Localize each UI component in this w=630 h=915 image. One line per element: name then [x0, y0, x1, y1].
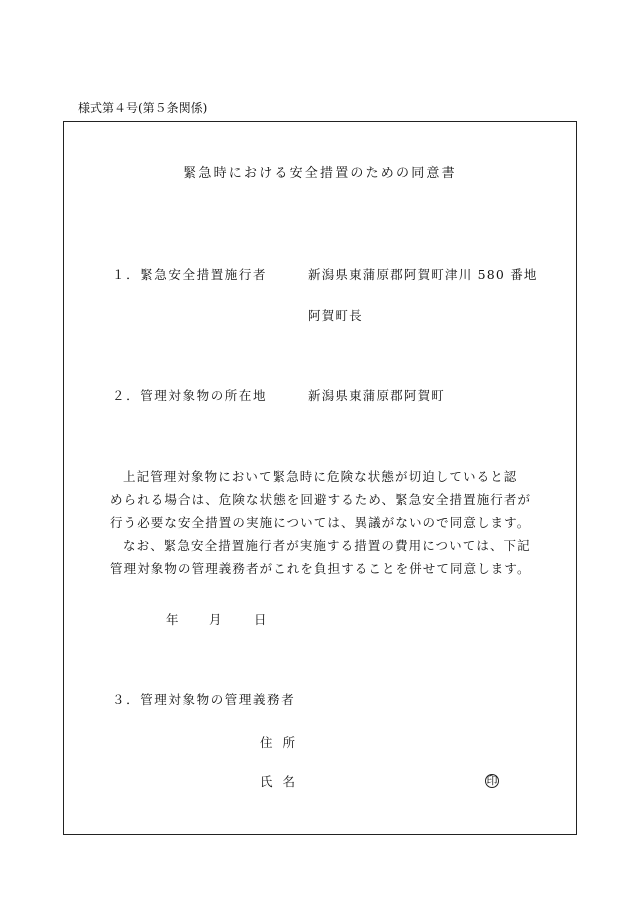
section1-label: １．緊急安全措置施行者 [112, 267, 268, 282]
section2-location: 新潟県東蒲原郡阿賀町 [308, 388, 446, 403]
name-label: 氏名 [260, 774, 306, 789]
section1-address: 新潟県東蒲原郡阿賀町津川 580 番地 [308, 267, 538, 282]
section2-label: ２．管理対象物の所在地 [112, 388, 268, 403]
document-title: 緊急時における安全措置のための同意書 [183, 166, 457, 181]
address-label: 住所 [260, 735, 306, 750]
body-line: 行う必要な安全措置の実施については、異議がないので同意します。 [110, 515, 531, 530]
consent-form-frame [63, 121, 577, 835]
body-line: 管理対象物の管理義務者がこれを負担することを併せて同意します。 [110, 561, 531, 576]
date-year-label: 年 [166, 612, 179, 627]
seal-mark-icon: 印 [486, 774, 498, 787]
body-line: められる場合は、危険な状態を回避するため、緊急安全措置施行者が [110, 492, 532, 507]
form-number: 様式第４号(第５条関係) [78, 101, 208, 115]
section1-name: 阿賀町長 [308, 308, 363, 323]
body-line: なお、緊急安全措置施行者が実施する措置の費用については、下記 [123, 538, 531, 553]
body-line: 上記管理対象物において緊急時に危険な状態が切迫していると認 [123, 469, 518, 484]
date-month-label: 月 [209, 612, 222, 627]
consent-body-text [110, 465, 550, 580]
date-day-label: 日 [254, 612, 267, 627]
section3-label: ３．管理対象物の管理義務者 [112, 692, 296, 707]
